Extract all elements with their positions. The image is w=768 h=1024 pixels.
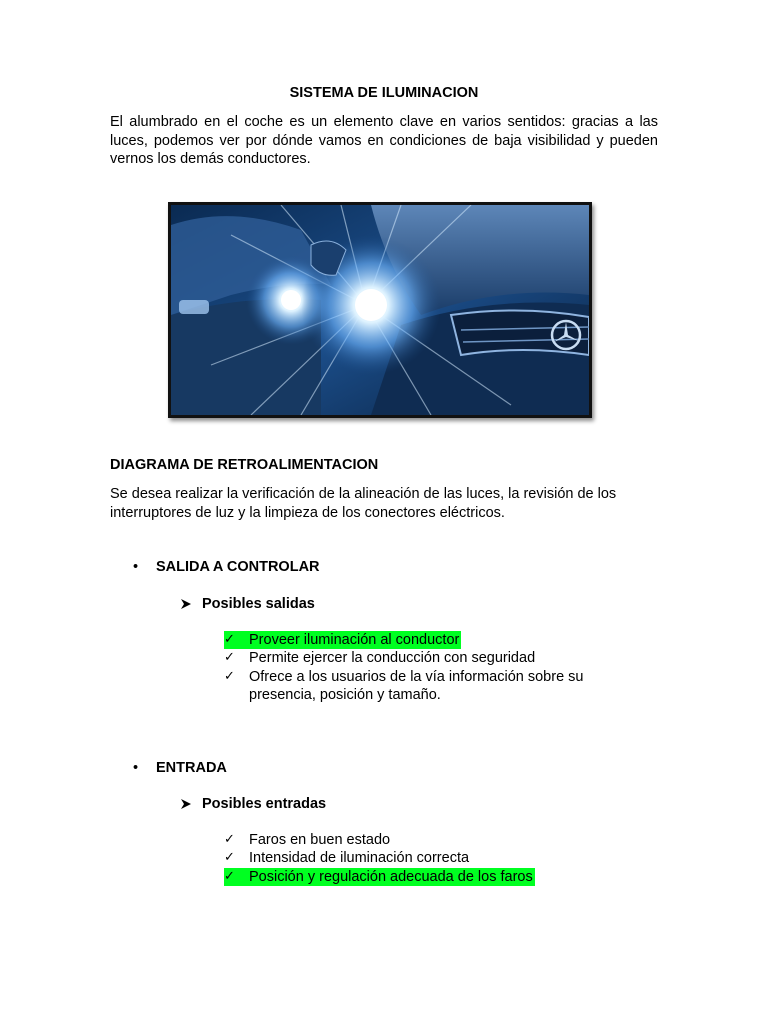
check-item-text: Intensidad de iluminación correcta <box>249 850 470 867</box>
check-item-text: Proveer iluminación al conductor <box>249 632 460 648</box>
car-headlights-photo <box>168 202 592 418</box>
section-paragraph: Se desea realizar la verificación de la alineación de las luces, la revisión de los interruptores de luz y la limpieza de los conectores eléctricos. <box>110 486 617 521</box>
entradas-checklist <box>224 831 535 886</box>
document-title: SISTEMA DE ILUMINACION <box>289 85 479 101</box>
section-heading: DIAGRAMA DE RETROALIMENTACION <box>110 457 379 473</box>
intro-paragraph: El alumbrado en el coche es un elemento clave en varios sentidos: gracias a las luces, podemos ver por dónde vamos en condiciones de baja visibilidad y pueden vernos los demás conductores. <box>110 114 658 167</box>
checkmark-icon: ✓ <box>224 632 235 647</box>
check-item <box>224 631 461 649</box>
check-item <box>224 649 609 667</box>
check-item <box>224 849 535 867</box>
check-item-text: Permite ejercer la conducción con seguridad <box>249 650 536 667</box>
checkmark-icon: ✓ <box>224 850 235 866</box>
arrowhead-icon <box>180 598 192 610</box>
check-item-text: Posición y regulación adecuada de los faros <box>249 868 533 885</box>
checkmark-icon: ✓ <box>224 868 235 884</box>
bullet-dot: • <box>133 760 139 776</box>
check-item <box>224 668 609 705</box>
check-item-text: Ofrece a los usuarios de la vía información sobre su presencia, posición y tamaño. <box>249 668 584 703</box>
car-headlights-illustration <box>171 205 589 415</box>
check-item <box>224 831 535 849</box>
checkmark-icon: ✓ <box>224 650 235 666</box>
bullet-label: SALIDA A CONTROLAR <box>156 559 320 575</box>
checkmark-icon: ✓ <box>224 668 235 684</box>
bullet-dot: • <box>133 559 139 575</box>
check-item <box>224 868 535 886</box>
sub-bullet-label: Posibles salidas <box>202 596 315 612</box>
bullet-label: ENTRADA <box>156 760 227 776</box>
arrowhead-icon <box>180 798 192 810</box>
sub-bullet-label: Posibles entradas <box>202 796 327 812</box>
salidas-checklist <box>224 631 609 704</box>
checkmark-icon: ✓ <box>224 832 235 847</box>
check-item-text: Faros en buen estado <box>249 832 391 848</box>
